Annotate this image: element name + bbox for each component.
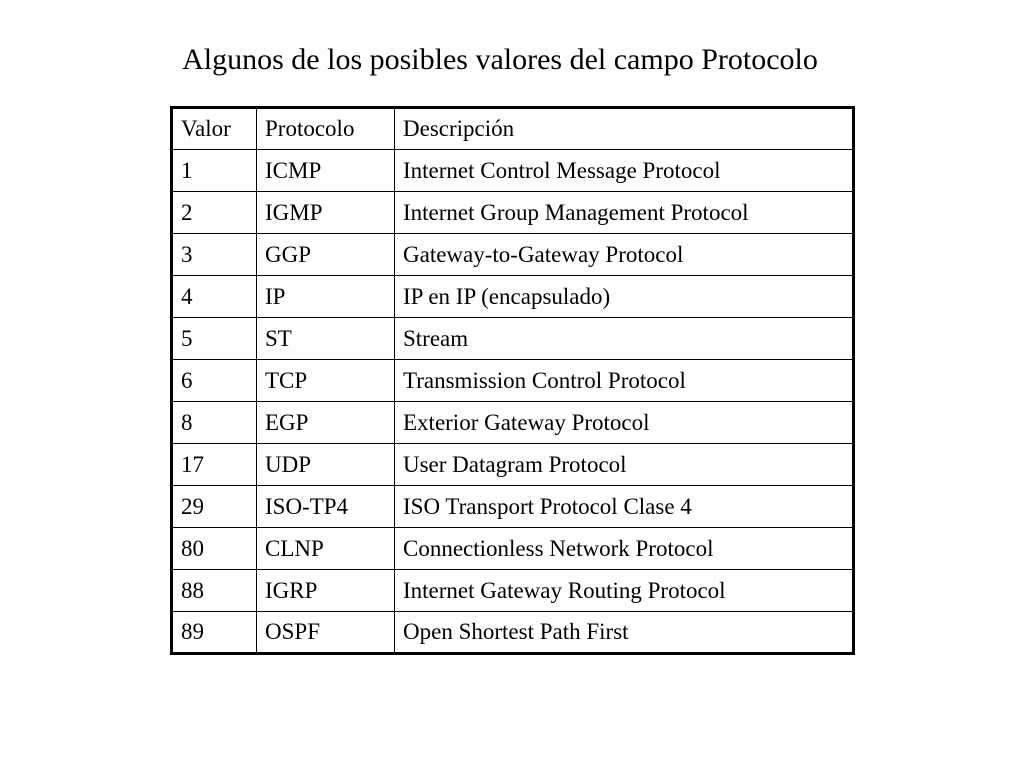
- table-row: [172, 150, 854, 192]
- cell-valor: 2: [172, 192, 257, 234]
- cell-descripcion: Gateway-to-Gateway Protocol: [395, 234, 854, 276]
- cell-valor: 17: [172, 444, 257, 486]
- cell-protocolo: IGMP: [257, 192, 395, 234]
- cell-descripcion: Stream: [395, 318, 854, 360]
- table-row: [172, 570, 854, 612]
- cell-valor: 80: [172, 528, 257, 570]
- cell-valor: 88: [172, 570, 257, 612]
- cell-valor: 8: [172, 402, 257, 444]
- cell-protocolo: EGP: [257, 402, 395, 444]
- protocol-table: [170, 106, 855, 655]
- table-row: [172, 486, 854, 528]
- table-header-row: [172, 108, 854, 150]
- cell-valor: 4: [172, 276, 257, 318]
- cell-descripcion: IP en IP (encapsulado): [395, 276, 854, 318]
- table-row: [172, 528, 854, 570]
- cell-valor: 89: [172, 612, 257, 654]
- cell-descripcion: Exterior Gateway Protocol: [395, 402, 854, 444]
- cell-protocolo: TCP: [257, 360, 395, 402]
- cell-descripcion: Internet Group Management Protocol: [395, 192, 854, 234]
- header-protocolo: Protocolo: [257, 108, 395, 150]
- cell-valor: 6: [172, 360, 257, 402]
- cell-protocolo: OSPF: [257, 612, 395, 654]
- table-row: [172, 192, 854, 234]
- table-row: [172, 276, 854, 318]
- cell-protocolo: CLNP: [257, 528, 395, 570]
- slide-title: Algunos de los posibles valores del campo Protocolo: [182, 43, 818, 76]
- cell-protocolo: ISO-TP4: [257, 486, 395, 528]
- table-row: [172, 444, 854, 486]
- cell-protocolo: ICMP: [257, 150, 395, 192]
- table-row: [172, 402, 854, 444]
- cell-valor: 3: [172, 234, 257, 276]
- cell-descripcion: User Datagram Protocol: [395, 444, 854, 486]
- cell-descripcion: Connectionless Network Protocol: [395, 528, 854, 570]
- cell-descripcion: Internet Gateway Routing Protocol: [395, 570, 854, 612]
- cell-protocolo: GGP: [257, 234, 395, 276]
- cell-valor: 29: [172, 486, 257, 528]
- cell-descripcion: Transmission Control Protocol: [395, 360, 854, 402]
- table-row: [172, 318, 854, 360]
- cell-descripcion: Open Shortest Path First: [395, 612, 854, 654]
- table-body: [172, 150, 854, 654]
- table-row: [172, 360, 854, 402]
- cell-valor: 5: [172, 318, 257, 360]
- header-valor: Valor: [172, 108, 257, 150]
- cell-descripcion: ISO Transport Protocol Clase 4: [395, 486, 854, 528]
- cell-descripcion: Internet Control Message Protocol: [395, 150, 854, 192]
- table-row: [172, 234, 854, 276]
- table-row: [172, 612, 854, 654]
- cell-protocolo: UDP: [257, 444, 395, 486]
- cell-valor: 1: [172, 150, 257, 192]
- header-descripcion: Descripción: [395, 108, 854, 150]
- cell-protocolo: ST: [257, 318, 395, 360]
- cell-protocolo: IP: [257, 276, 395, 318]
- cell-protocolo: IGRP: [257, 570, 395, 612]
